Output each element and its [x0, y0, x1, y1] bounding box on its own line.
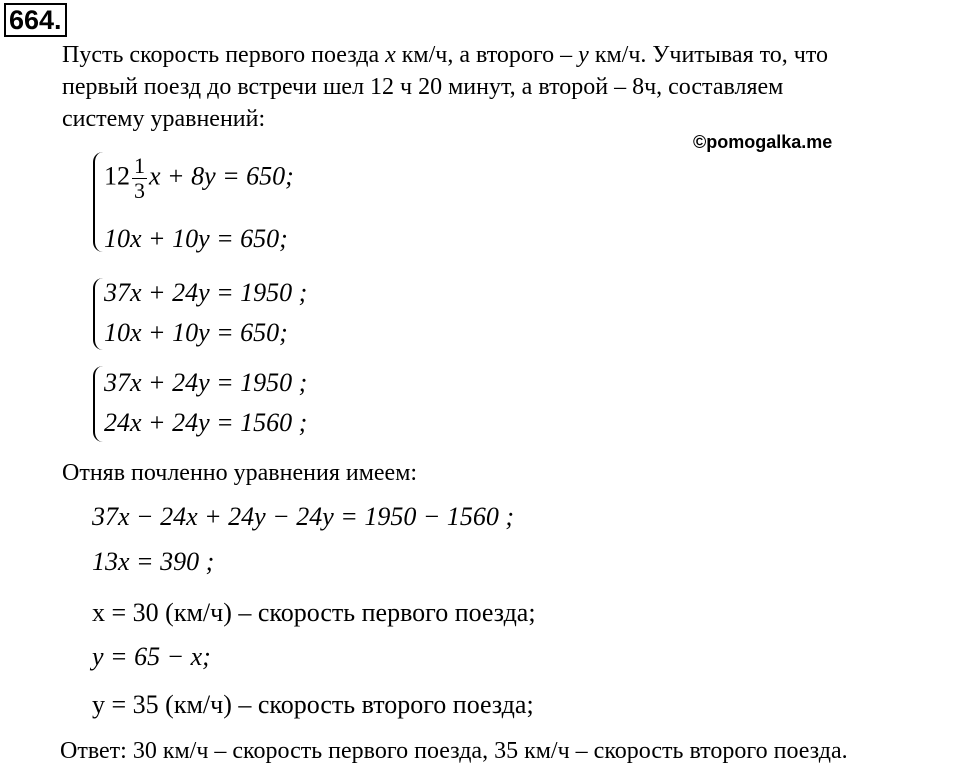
watermark: ©pomogalka.me: [693, 132, 833, 152]
var-x: x: [385, 42, 396, 68]
step-5-text: y = 35 (км/ч) – скорость второго поезда;: [92, 690, 534, 719]
system2-eq1: [104, 278, 307, 308]
step-5: [92, 690, 534, 720]
intro-line-3: систему уравнений:: [62, 106, 266, 132]
fraction: [132, 154, 147, 203]
intro-line-2: первый поезд до встречи шел 12 ч 20 минут, а второй – 8ч, составляем: [62, 74, 784, 100]
problem-number: 664.: [4, 3, 67, 37]
intro-line-1: [62, 40, 828, 70]
var-y: y: [578, 42, 589, 68]
system2-eq2-text: 10x + 10y = 650;: [104, 318, 288, 347]
system3-eq1: [104, 368, 307, 398]
step-2-text: 13x = 390 ;: [92, 547, 215, 576]
step-3: [92, 598, 536, 628]
intro-text-c: км/ч. Учитывая то, что: [588, 42, 829, 68]
subtract-text: Отняв почленно уравнения имеем:: [62, 460, 418, 486]
step-4: [92, 642, 211, 672]
system3-eq2: [104, 408, 307, 438]
step-1: [92, 502, 514, 532]
system1-whole: 12: [104, 161, 130, 191]
system3-eq2-text: 24x + 24y = 1560 ;: [104, 408, 308, 437]
fraction-denominator: 3: [134, 178, 145, 203]
step-3-text: x = 30 (км/ч) – скорость первого поезда;: [92, 598, 536, 627]
intro-text-b: км/ч, а второго –: [395, 42, 579, 68]
step-2: [92, 547, 214, 577]
answer: Ответ: 30 км/ч – скорость первого поезда, 35 км/ч – скорость второго поезда.: [60, 738, 848, 764]
step-4-text: y = 65 − x;: [92, 642, 211, 671]
system1-eq2-text: 10x + 10y = 650;: [104, 224, 288, 253]
system2-eq2: [104, 318, 288, 348]
system1-eq2: [104, 224, 288, 254]
intro-text-a: Пусть скорость первого поезда: [62, 42, 386, 68]
system1-eq1: [104, 154, 294, 203]
system1-eq1-rest: x + 8y = 650;: [149, 161, 294, 191]
system2-eq1-text: 37x + 24y = 1950 ;: [104, 278, 308, 307]
step-1-text: 37x − 24x + 24y − 24y = 1950 − 1560 ;: [92, 502, 515, 531]
system3-eq1-text: 37x + 24y = 1950 ;: [104, 368, 308, 397]
fraction-numerator: 1: [134, 153, 145, 178]
